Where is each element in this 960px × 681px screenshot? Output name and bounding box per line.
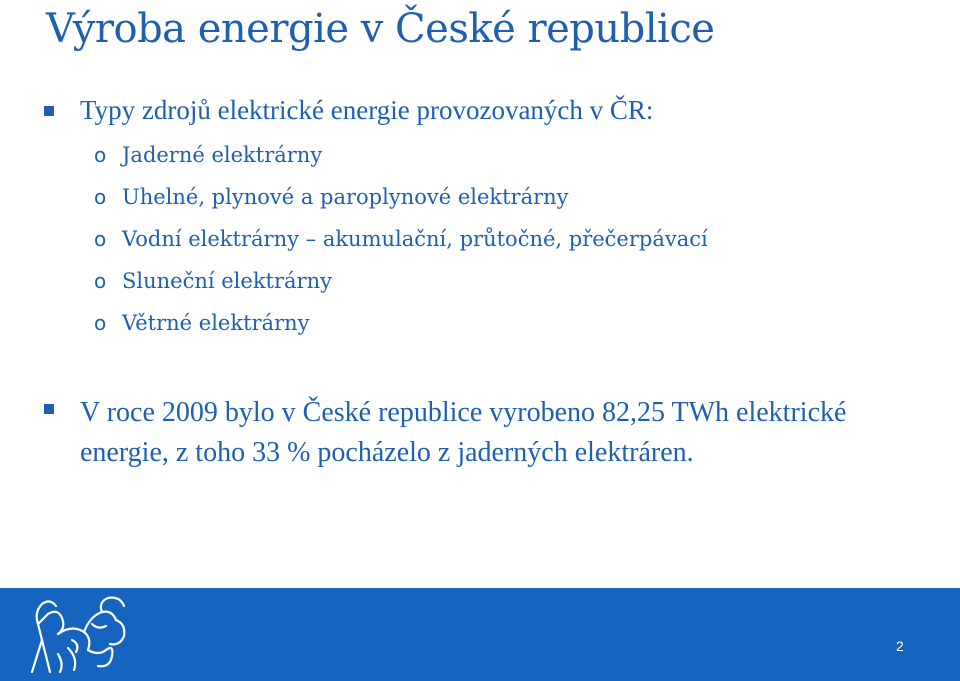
square-bullet-icon [44, 404, 54, 414]
list-item-text: Sluneční elektrárny [122, 269, 332, 293]
list-item-text: Vodní elektrárny – akumulační, průtočné, přečerpávací [122, 227, 708, 251]
footer-bar [0, 588, 960, 681]
list-item-text: Uhelné, plynové a paroplynové elektrárny [122, 185, 569, 209]
circle-bullet-icon: o [94, 311, 107, 335]
lion-logo-icon [28, 594, 132, 676]
square-bullet-icon [44, 106, 54, 116]
page-number: 2 [896, 638, 904, 654]
circle-bullet-icon: o [94, 185, 107, 209]
circle-bullet-icon: o [94, 269, 107, 293]
types-heading: Typy zdrojů elektrické energie provozovaných v ČR: [80, 95, 654, 125]
circle-bullet-icon: o [94, 143, 107, 167]
slide-title: Výroba energie v České republice [46, 6, 715, 52]
circle-bullet-icon: o [94, 227, 107, 251]
production-paragraph: V roce 2009 bylo v České republice vyrobeno 82,25 TWh elektrické energie, z toho 33 % pocházelo z jaderných elektráren. [80, 397, 847, 468]
list-item-text: Větrné elektrárny [122, 311, 310, 335]
list-item-text: Jaderné elektrárny [122, 143, 323, 167]
